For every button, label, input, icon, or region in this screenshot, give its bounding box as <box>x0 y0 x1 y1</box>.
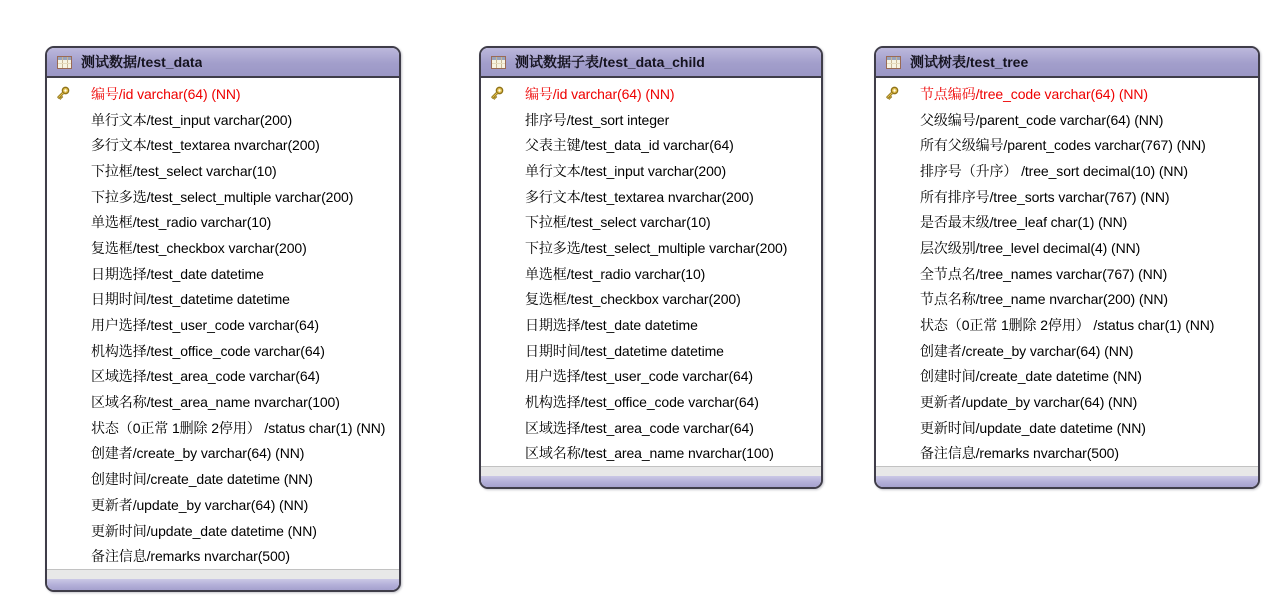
field-row[interactable] <box>876 132 1258 158</box>
field-label: 备注信息/remarks nvarchar(500) <box>920 445 1119 462</box>
field-label: 日期时间/test_datetime datetime <box>91 291 290 308</box>
field-label: 复选框/test_checkbox varchar(200) <box>525 291 741 308</box>
primary-key-icon <box>876 85 920 102</box>
field-row[interactable] <box>876 364 1258 390</box>
table-header-test_data_child[interactable] <box>481 48 821 78</box>
field-row[interactable] <box>876 184 1258 210</box>
table-footer <box>481 466 821 487</box>
table-body <box>47 78 399 569</box>
field-label: 创建时间/create_date datetime (NN) <box>91 471 313 488</box>
field-row[interactable] <box>481 158 821 184</box>
table-body <box>876 78 1258 466</box>
table-card-test_tree[interactable] <box>874 46 1260 489</box>
field-label: 编号/id varchar(64) (NN) <box>525 85 675 102</box>
field-label: 复选框/test_checkbox varchar(200) <box>91 239 307 256</box>
table-icon <box>491 56 506 69</box>
field-label: 层次级别/tree_level decimal(4) (NN) <box>920 239 1141 256</box>
field-label: 更新时间/update_date datetime (NN) <box>920 419 1146 436</box>
field-label: 排序号（升序） /tree_sort decimal(10) (NN) <box>920 162 1188 179</box>
footer-purple-strip <box>47 579 399 590</box>
field-label: 更新者/update_by varchar(64) (NN) <box>920 394 1138 411</box>
field-label: 编号/id varchar(64) (NN) <box>91 85 241 102</box>
field-row[interactable] <box>481 184 821 210</box>
field-label: 父级编号/parent_code varchar(64) (NN) <box>920 111 1164 128</box>
field-row[interactable] <box>47 184 399 210</box>
field-row[interactable] <box>481 364 821 390</box>
field-label: 日期选择/test_date datetime <box>91 265 264 282</box>
field-label: 排序号/test_sort integer <box>525 111 670 128</box>
field-row[interactable] <box>876 338 1258 364</box>
field-row[interactable] <box>481 338 821 364</box>
field-row[interactable] <box>876 441 1258 467</box>
field-label: 节点名称/tree_name nvarchar(200) (NN) <box>920 291 1168 308</box>
table-card-test_data_child[interactable] <box>479 46 823 489</box>
primary-key-icon <box>47 85 91 102</box>
field-label: 单选框/test_radio varchar(10) <box>91 214 272 231</box>
field-label: 创建者/create_by varchar(64) (NN) <box>920 342 1134 359</box>
field-label: 是否最末级/tree_leaf char(1) (NN) <box>920 214 1128 231</box>
field-label: 状态（0正常 1删除 2停用） /status char(1) (NN) <box>91 419 386 436</box>
footer-purple-strip <box>876 476 1258 487</box>
field-row[interactable] <box>876 209 1258 235</box>
table-icon <box>57 56 72 69</box>
field-label: 创建者/create_by varchar(64) (NN) <box>91 445 305 462</box>
field-label: 所有父级编号/parent_codes varchar(767) (NN) <box>920 137 1206 154</box>
field-label: 区域名称/test_area_name nvarchar(100) <box>91 394 340 411</box>
field-row[interactable] <box>481 132 821 158</box>
field-label: 用户选择/test_user_code varchar(64) <box>91 317 319 334</box>
field-label: 下拉框/test_select varchar(10) <box>91 162 277 179</box>
field-label: 多行文本/test_textarea nvarchar(200) <box>525 188 754 205</box>
field-row[interactable] <box>481 415 821 441</box>
table-card-test_data[interactable] <box>45 46 401 592</box>
field-row[interactable] <box>481 287 821 313</box>
table-icon <box>886 56 901 69</box>
table-header-test_data[interactable] <box>47 48 399 78</box>
table-footer <box>47 569 399 590</box>
field-label: 区域名称/test_area_name nvarchar(100) <box>525 445 774 462</box>
field-row[interactable] <box>47 209 399 235</box>
field-row[interactable] <box>876 158 1258 184</box>
field-row[interactable] <box>47 261 399 287</box>
field-label: 用户选择/test_user_code varchar(64) <box>525 368 753 385</box>
field-row[interactable] <box>47 492 399 518</box>
field-row[interactable] <box>47 132 399 158</box>
footer-purple-strip <box>481 476 821 487</box>
field-label: 更新时间/update_date datetime (NN) <box>91 522 317 539</box>
field-row[interactable] <box>47 543 399 569</box>
footer-gray-strip <box>481 466 821 476</box>
field-label: 日期时间/test_datetime datetime <box>525 342 724 359</box>
field-row[interactable] <box>47 364 399 390</box>
field-label: 更新者/update_by varchar(64) (NN) <box>91 496 309 513</box>
field-label: 区域选择/test_area_code varchar(64) <box>91 368 320 385</box>
field-row[interactable] <box>47 415 399 441</box>
field-label: 下拉框/test_select varchar(10) <box>525 214 711 231</box>
field-row[interactable] <box>47 466 399 492</box>
field-row[interactable] <box>47 287 399 313</box>
field-row[interactable] <box>481 107 821 133</box>
field-row[interactable] <box>47 81 399 107</box>
table-title: 测试数据子表/test_data_child <box>515 54 705 70</box>
footer-gray-strip <box>876 466 1258 476</box>
table-body <box>481 78 821 466</box>
primary-key-icon <box>481 85 525 102</box>
field-label: 全节点名/tree_names varchar(767) (NN) <box>920 265 1168 282</box>
field-label: 单行文本/test_input varchar(200) <box>91 111 293 128</box>
field-row[interactable] <box>481 235 821 261</box>
field-row[interactable] <box>876 235 1258 261</box>
field-row[interactable] <box>876 81 1258 107</box>
footer-gray-strip <box>47 569 399 579</box>
field-row[interactable] <box>47 338 399 364</box>
field-label: 状态（0正常 1删除 2停用） /status char(1) (NN) <box>920 317 1215 334</box>
field-label: 创建时间/create_date datetime (NN) <box>920 368 1142 385</box>
field-label: 节点编码/tree_code varchar(64) (NN) <box>920 85 1148 102</box>
field-label: 机构选择/test_office_code varchar(64) <box>525 394 759 411</box>
field-label: 多行文本/test_textarea nvarchar(200) <box>91 137 320 154</box>
field-row[interactable] <box>47 312 399 338</box>
field-row[interactable] <box>47 389 399 415</box>
field-label: 备注信息/remarks nvarchar(500) <box>91 548 290 565</box>
field-label: 所有排序号/tree_sorts varchar(767) (NN) <box>920 188 1170 205</box>
field-label: 下拉多选/test_select_multiple varchar(200) <box>91 188 354 205</box>
field-label: 单选框/test_radio varchar(10) <box>525 265 706 282</box>
field-row[interactable] <box>481 261 821 287</box>
field-row[interactable] <box>481 312 821 338</box>
field-row[interactable] <box>876 261 1258 287</box>
field-label: 单行文本/test_input varchar(200) <box>525 162 727 179</box>
field-row[interactable] <box>481 209 821 235</box>
field-row[interactable] <box>47 158 399 184</box>
field-row[interactable] <box>481 389 821 415</box>
field-row[interactable] <box>876 287 1258 313</box>
table-header-test_tree[interactable] <box>876 48 1258 78</box>
field-label: 区域选择/test_area_code varchar(64) <box>525 419 754 436</box>
field-row[interactable] <box>47 518 399 544</box>
field-row[interactable] <box>876 312 1258 338</box>
table-title: 测试树表/test_tree <box>910 54 1029 70</box>
field-label: 下拉多选/test_select_multiple varchar(200) <box>525 239 788 256</box>
field-row[interactable] <box>876 107 1258 133</box>
field-label: 日期选择/test_date datetime <box>525 317 698 334</box>
field-row[interactable] <box>47 235 399 261</box>
field-row[interactable] <box>481 441 821 467</box>
field-row[interactable] <box>876 415 1258 441</box>
field-label: 机构选择/test_office_code varchar(64) <box>91 342 325 359</box>
field-row[interactable] <box>47 441 399 467</box>
field-row[interactable] <box>481 81 821 107</box>
field-row[interactable] <box>47 107 399 133</box>
field-row[interactable] <box>876 389 1258 415</box>
table-title: 测试数据/test_data <box>81 54 203 70</box>
field-label: 父表主键/test_data_id varchar(64) <box>525 137 734 154</box>
table-footer <box>876 466 1258 487</box>
